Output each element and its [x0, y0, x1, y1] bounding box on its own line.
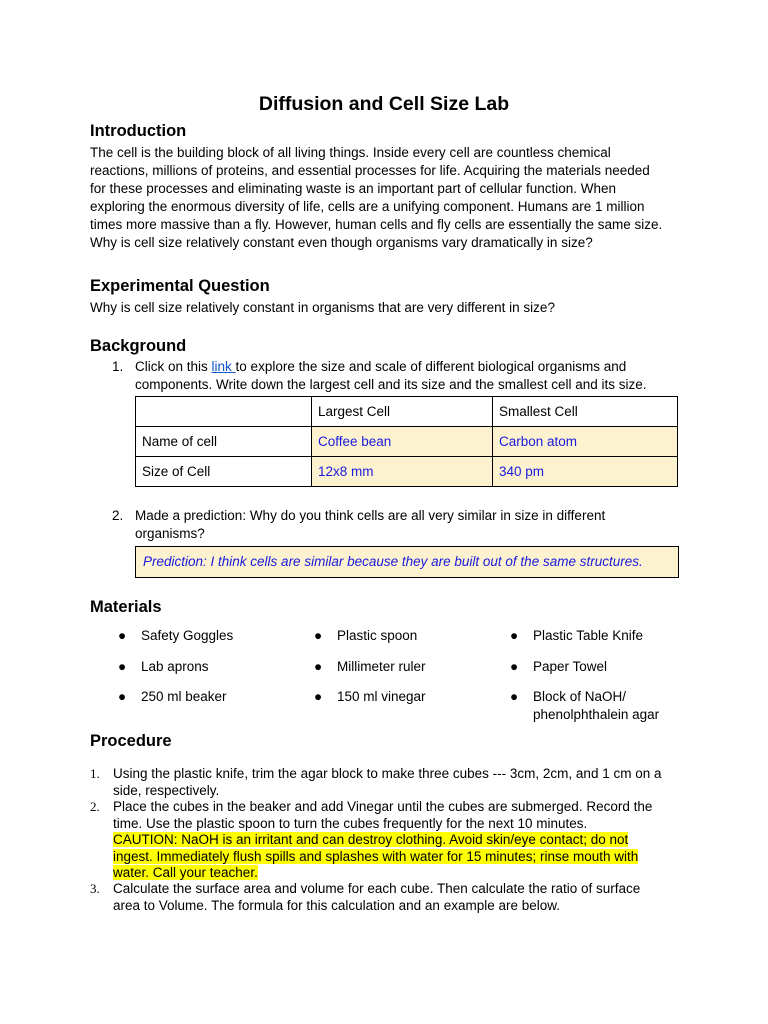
introduction-line: reactions, millions of proteins, and essential processes for life. Acquiring the materials needed — [90, 163, 650, 178]
step-text: Calculate the surface area and volume for each cube. Then calculate the ratio of surface — [113, 881, 641, 896]
explore-link[interactable]: link — [211, 359, 236, 374]
introduction-line: for these processes and eliminating waste is an important part of cellular function. When — [90, 181, 617, 196]
material-label-line: phenolphthalein agar — [533, 707, 660, 722]
table-header-cell: Largest Cell — [312, 397, 493, 427]
table-header-cell — [136, 397, 312, 427]
introduction-line: The cell is the building block of all living things. Inside every cell are countless chemical — [90, 145, 611, 160]
row-label: Size of Cell — [136, 457, 312, 487]
material-label: 250 ml beaker — [141, 689, 227, 704]
bullet-icon: ● — [118, 689, 127, 704]
experimental-question-heading: Experimental Question — [90, 277, 270, 295]
material-label: Safety Goggles — [141, 628, 234, 643]
background-heading: Background — [90, 337, 187, 355]
introduction-heading: Introduction — [90, 122, 187, 140]
step-number: 2. — [90, 799, 100, 814]
prediction-answer-box[interactable]: Prediction: I think cells are similar because they are built out of the same structures. — [135, 546, 679, 578]
item-text: Click on this — [135, 359, 212, 374]
introduction-line: Why is cell size relatively constant even though organisms vary dramatically in size? — [90, 235, 593, 250]
step-text: time. Use the plastic spoon to turn the cubes frequently for the next 10 minutes. — [113, 815, 588, 831]
item-text: components. Write down the largest cell and its size and the smallest cell and its size. — [135, 377, 647, 392]
material-label: Plastic spoon — [337, 628, 418, 643]
material-label: Paper Towel — [533, 659, 608, 674]
caution-text: CAUTION: NaOH is an irritant and can destroy clothing. Avoid skin/eye contact; do not — [113, 832, 629, 847]
caution-text: ingest. Immediately flush spills and splashes with water for 15 minutes; rinse mouth with — [113, 848, 639, 864]
bullet-icon: ● — [118, 659, 127, 674]
table-row — [136, 457, 678, 487]
item-number: 1. — [112, 359, 124, 374]
experimental-question-text: Why is cell size relatively constant in organisms that are very different in size? — [90, 300, 555, 315]
cell-size-table — [135, 396, 678, 487]
answer-cell[interactable]: Coffee bean — [312, 427, 493, 457]
material-label: 150 ml vinegar — [337, 689, 426, 704]
bullet-icon: ● — [510, 659, 519, 674]
material-label: Lab aprons — [141, 659, 209, 674]
table-row — [136, 427, 678, 457]
material-label: Millimeter ruler — [337, 659, 426, 674]
row-label: Name of cell — [136, 427, 312, 457]
material-label — [533, 688, 698, 724]
table-header-cell: Smallest Cell — [493, 397, 678, 427]
procedure-heading: Procedure — [90, 732, 172, 750]
answer-cell[interactable]: 340 pm — [493, 457, 678, 487]
introduction-line: times more massive than a fly. However, human cells and fly cells are essentially the same size. — [90, 217, 663, 232]
material-label: Plastic Table Knife — [533, 628, 644, 643]
item-number: 2. — [112, 508, 124, 523]
bullet-icon: ● — [510, 689, 519, 704]
introduction-line: exploring the enormous diversity of life, cells are a unifying component. Humans are 1 million — [90, 199, 645, 214]
table-header-row — [136, 397, 678, 427]
item-text: to explore the size and scale of different biological organisms and — [235, 359, 627, 374]
step-number: 3. — [90, 881, 100, 896]
step-text: Place the cubes in the beaker and add Vinegar until the cubes are submerged. Record the — [113, 799, 653, 814]
bullet-icon: ● — [314, 689, 323, 704]
step-number: 1. — [90, 766, 100, 781]
material-label-line: Block of NaOH/ — [533, 689, 627, 704]
bullet-icon: ● — [118, 628, 127, 643]
introduction-paragraph — [90, 144, 680, 252]
document-title: Diffusion and Cell Size Lab — [258, 93, 510, 115]
answer-cell[interactable]: Carbon atom — [493, 427, 678, 457]
bullet-icon: ● — [314, 659, 323, 674]
step-text: side, respectively. — [113, 782, 220, 798]
step-text: Using the plastic knife, trim the agar block to make three cubes --- 3cm, 2cm, and 1 cm on a — [113, 766, 662, 781]
bullet-icon: ● — [510, 628, 519, 643]
item-text: organisms? — [135, 526, 205, 541]
caution-text: water. Call your teacher. — [113, 865, 258, 880]
materials-heading: Materials — [90, 598, 162, 616]
bullet-icon: ● — [314, 628, 323, 643]
answer-cell[interactable]: 12x8 mm — [312, 457, 493, 487]
step-text: area to Volume. The formula for this calculation and an example are below. — [113, 897, 561, 913]
item-text: Made a prediction: Why do you think cells are all very similar in size in different — [135, 508, 606, 523]
